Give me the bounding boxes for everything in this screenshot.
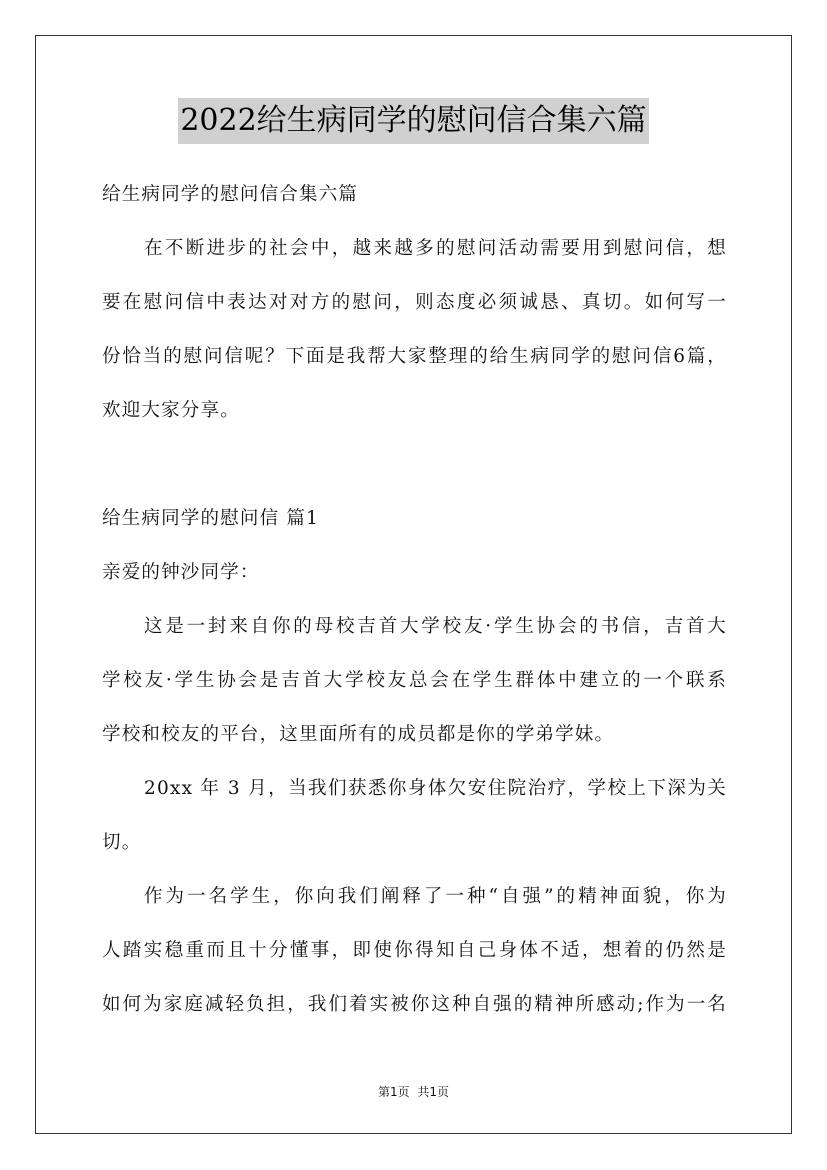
para3-line-1: 作为一名学生，你向我们阐释了一种“自强”的精神面貌，你为 bbox=[144, 886, 727, 907]
intro-line-1: 在不断进步的社会中，越来越多的慰问活动需要用到慰问信，想 bbox=[144, 238, 727, 259]
intro-line-3: 份恰当的慰问信呢？下面是我帮大家整理的给生病同学的慰问信6篇， bbox=[102, 346, 727, 367]
page-total: 共1页 bbox=[417, 1085, 449, 1099]
para2-line-2: 切。 bbox=[102, 832, 142, 853]
blank-line bbox=[102, 438, 727, 492]
para2-line-1: 20xx 年 3 月，当我们获悉你身体欠安住院治疗，学校上下深为关 bbox=[144, 778, 727, 799]
title-container bbox=[0, 98, 827, 144]
page-current: 第1页 bbox=[378, 1085, 410, 1099]
page-footer bbox=[0, 1082, 827, 1102]
document-title: 2022给生病同学的慰问信合集六篇 bbox=[178, 98, 648, 144]
section-heading: 给生病同学的慰问信 篇1 bbox=[102, 508, 320, 529]
para3-line-2: 人踏实稳重而且十分懂事，即使你得知自己身体不适，想着的仍然是 bbox=[102, 940, 727, 961]
para3-line-3: 如何为家庭减轻负担，我们着实被你这种自强的精神所感动;作为一名 bbox=[102, 994, 727, 1015]
para1-line-1: 这是一封来自你的母校吉首大学校友·学生协会的书信，吉首大 bbox=[144, 616, 727, 637]
subtitle: 给生病同学的慰问信合集六篇 bbox=[102, 184, 359, 205]
document-body bbox=[102, 168, 727, 1032]
para1-line-2: 学校友·学生协会是吉首大学校友总会在学生群体中建立的一个联系 bbox=[102, 670, 727, 691]
intro-line-4: 欢迎大家分享。 bbox=[102, 400, 240, 421]
salutation: 亲爱的钟沙同学： bbox=[102, 562, 260, 583]
para1-line-3: 学校和校友的平台，这里面所有的成员都是你的学弟学妹。 bbox=[102, 724, 615, 745]
intro-line-2: 要在慰问信中表达对对方的慰问，则态度必须诚恳、真切。如何写一 bbox=[102, 292, 727, 313]
